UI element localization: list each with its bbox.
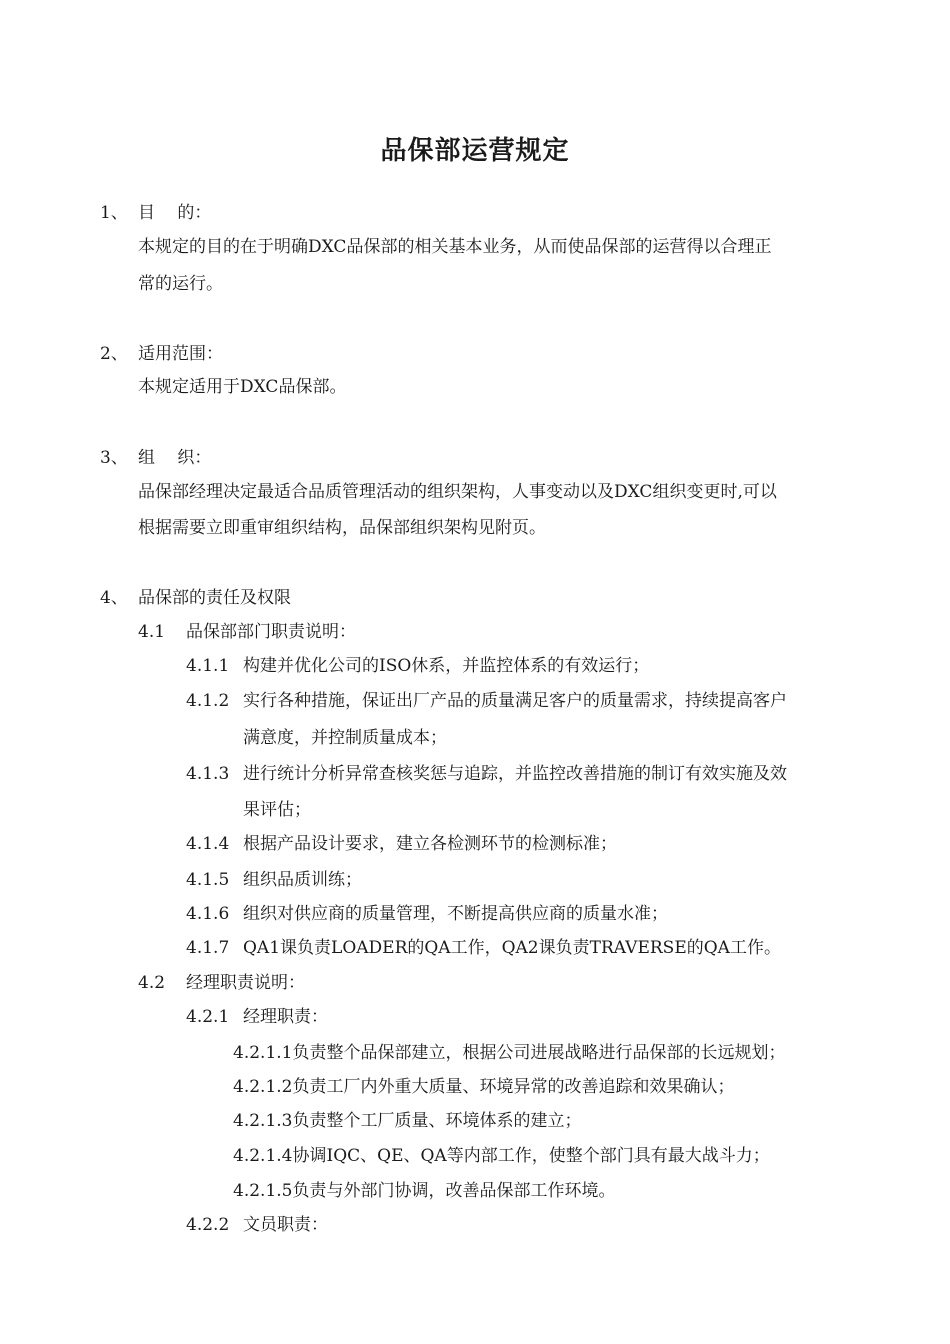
section-1-body-line-2: 常的运行。 <box>138 274 223 294</box>
subsection-4-2-2-heading <box>186 1213 328 1237</box>
subsection-4-2-2-title: 文员职责： <box>243 1215 328 1235</box>
subsection-4-1-title: 品保部部门职责说明： <box>186 622 356 642</box>
item-4-1-3-number: 4.1.3 <box>186 764 230 784</box>
item-4-1-4-number: 4.1.4 <box>186 834 230 854</box>
item-4-2-1-2: 4.2.1.2负责工厂内外重大质量、环境异常的改善追踪和效果确认； <box>233 1077 735 1097</box>
item-4-1-3 <box>186 762 787 786</box>
document-title: 品保部运营规定 <box>380 136 570 166</box>
subsection-4-1-number: 4.1 <box>138 622 166 642</box>
section-3-number: 3、 <box>100 448 128 468</box>
subsection-4-2-1-heading <box>186 1005 328 1029</box>
section-3-body-line-1: 品保部经理决定最适合品质管理活动的组织架构，人事变动以及DXC组织变更时,可以 <box>138 482 777 502</box>
item-4-2-1-4: 4.2.1.4协调IQC、QE、QA等内部工作，使整个部门具有最大战斗力； <box>233 1146 770 1166</box>
section-4-number: 4、 <box>100 588 128 608</box>
item-4-1-2-number: 4.1.2 <box>186 691 230 711</box>
section-3-title: 组 织： <box>138 448 212 468</box>
item-4-1-7-number: 4.1.7 <box>186 938 230 958</box>
item-4-2-1-1: 4.2.1.1负责整个品保部建立，根据公司进展战略进行品保部的长远规划； <box>233 1043 786 1063</box>
section-1-body-line-1: 本规定的目的在于明确DXC品保部的相关基本业务，从而使品保部的运营得以合理正 <box>138 237 772 257</box>
item-4-2-1-5: 4.2.1.5负责与外部门协调，改善品保部工作环境。 <box>233 1181 616 1201</box>
item-4-1-4-text: 根据产品设计要求，建立各检测环节的检测标准； <box>243 834 617 854</box>
item-4-1-4 <box>186 832 617 856</box>
item-4-1-1-text: 构建并优化公司的ISO休系，并监控体系的有效运行； <box>243 656 650 676</box>
item-4-1-5-number: 4.1.5 <box>186 870 230 890</box>
section-3-heading <box>100 446 211 470</box>
item-4-2-1-3: 4.2.1.3负责整个工厂质量、环境体系的建立； <box>233 1111 582 1131</box>
item-4-1-1 <box>186 654 649 678</box>
item-4-1-5-text: 组织品质训练； <box>243 870 362 890</box>
section-4-title: 品保部的责任及权限 <box>138 588 291 608</box>
item-4-1-6-number: 4.1.6 <box>186 904 230 924</box>
subsection-4-2-1-title: 经理职责： <box>243 1007 328 1027</box>
item-4-1-3-continuation: 果评估； <box>243 800 311 820</box>
section-2-heading <box>100 342 223 366</box>
item-4-1-2 <box>186 689 787 713</box>
item-4-1-6 <box>186 902 668 926</box>
section-4-heading <box>100 586 291 610</box>
item-4-1-1-number: 4.1.1 <box>186 656 230 676</box>
subsection-4-2-heading <box>138 971 305 995</box>
subsection-4-2-title: 经理职责说明： <box>186 973 305 993</box>
section-1-title: 目 的： <box>138 203 212 223</box>
subsection-4-2-1-number: 4.2.1 <box>186 1007 230 1027</box>
section-2-body-line-1: 本规定适用于DXC品保部。 <box>138 377 347 397</box>
section-1-number: 1、 <box>100 203 128 223</box>
subsection-4-2-number: 4.2 <box>138 973 166 993</box>
item-4-1-2-text: 实行各种措施，保证出厂产品的质量满足客户的质量需求，持续提高客户 <box>243 691 787 711</box>
item-4-1-6-text: 组织对供应商的质量管理，不断提高供应商的质量水准； <box>243 904 668 924</box>
section-1-heading <box>100 201 211 225</box>
section-2-title: 适用范围： <box>138 344 223 364</box>
item-4-1-7-text: QA1课负责LOADER的QA工作，QA2课负责TRAVERSE的QA工作。 <box>243 938 781 958</box>
subsection-4-2-2-number: 4.2.2 <box>186 1215 230 1235</box>
item-4-1-3-text: 进行统计分析异常查核奖惩与追踪，并监控改善措施的制订有效实施及效 <box>243 764 787 784</box>
item-4-1-2-continuation: 满意度，并控制质量成本； <box>243 728 447 748</box>
subsection-4-1-heading <box>138 620 356 644</box>
section-3-body-line-2: 根据需要立即重审组织结构，品保部组织架构见附页。 <box>138 518 546 538</box>
section-2-number: 2、 <box>100 344 128 364</box>
item-4-1-7 <box>186 936 781 960</box>
item-4-1-5 <box>186 868 362 892</box>
